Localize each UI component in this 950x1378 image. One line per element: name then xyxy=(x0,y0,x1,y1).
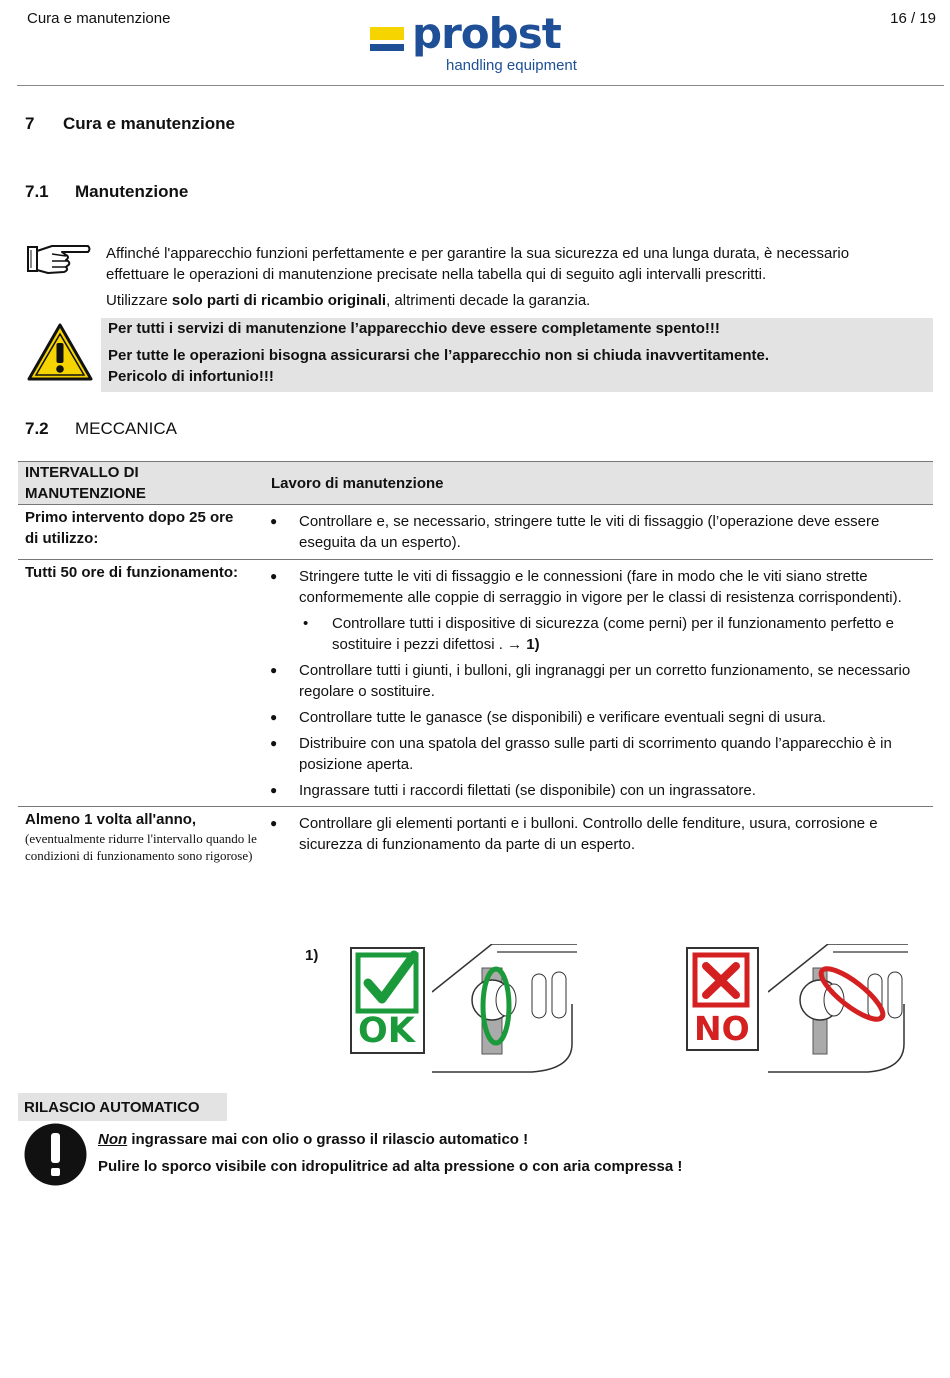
ok-icon xyxy=(350,947,425,1054)
section-7-heading xyxy=(25,114,235,134)
section-number: 7.2 xyxy=(25,419,49,438)
warning-line-2: Per tutte le operazioni bisogna assicurarsi che l’apparecchio non si chiuda inavvertitamente. xyxy=(108,347,770,364)
warning-line-1: Per tutti i servizi di manutenzione l’apparecchio deve essere completamente spento!!! xyxy=(108,320,720,337)
warning-triangle-icon xyxy=(27,322,93,382)
row1-interval-line-2: di utilizzo: xyxy=(25,530,99,547)
list-item: ● Controllare tutte le ganasce (se disponibili) e verificare eventuali segni di usura. xyxy=(265,707,933,728)
list-item: ● Controllare e, se necessario, stringere tutte le viti di fissaggio (l’operazione deve essere eseguita da un esperto). xyxy=(265,511,933,553)
spare-post: , altrimenti decade la garanzia. xyxy=(386,292,591,309)
list-item: ● Ingrassare tutti i raccordi filettati (se disponibile) con un ingrassatore. xyxy=(265,780,933,801)
list-item: ● Stringere tutte le viti di fissaggio e le connessioni (fare in modo che le viti siano strette conformemente alle coppie di serraggio in vigore per le classi di resistenza corrispondenti). xyxy=(265,566,933,608)
maintenance-intro xyxy=(106,243,936,285)
row1-tasks xyxy=(265,505,933,560)
section-71-heading xyxy=(25,182,188,202)
list-item: ● Controllare tutti i giunti, i bulloni, gli ingranaggi per un corretto funzionamento, se necessario regolare o sostituire. xyxy=(265,660,933,702)
table-header-interval xyxy=(18,462,265,505)
release-line-1-rest: ingrassare mai con olio o grasso il rilascio automatico ! xyxy=(127,1131,529,1148)
no-icon xyxy=(686,947,759,1051)
table-row xyxy=(18,807,933,865)
table-header-row xyxy=(18,462,933,505)
ok-label: OK xyxy=(358,1011,415,1051)
spare-bold: solo parti di ricambio originali xyxy=(171,292,387,309)
maintenance-table xyxy=(18,461,933,864)
list-item: ● Controllare gli elementi portanti e i bulloni. Controllo delle fenditure, usura, corrosione e sicurezza di funzionamento da parte di un esperto. xyxy=(265,813,933,855)
figure-ref: 1) xyxy=(305,947,319,964)
section-number: 7 xyxy=(25,114,35,133)
page-number: 16 / 19 xyxy=(890,10,936,27)
spare-parts-note xyxy=(106,290,590,311)
header-interval-line-2: MANUTENZIONE xyxy=(25,485,146,502)
section-title: MECCANICA xyxy=(75,419,178,438)
section-title: Manutenzione xyxy=(75,182,189,201)
header-section-title: Cura e manutenzione xyxy=(27,10,171,27)
release-line-1 xyxy=(98,1131,528,1148)
row2-interval: Tutti 50 ore di funzionamento: xyxy=(25,564,239,581)
logo-blue-bar xyxy=(370,44,404,51)
section-number: 7.1 xyxy=(25,182,49,201)
table-header-work: Lavoro di manutenzione xyxy=(265,462,933,505)
section-title: Cura e manutenzione xyxy=(63,114,235,133)
release-title: RILASCIO AUTOMATICO xyxy=(24,1099,200,1116)
pin-wrong-illustration xyxy=(768,944,913,1074)
no-label: NO xyxy=(694,1009,750,1048)
sub-task-text: Controllare tutti i dispositive di sicurezza (come perni) per il funzionamento perfetto e sostituire i pezzi difettosi . xyxy=(332,615,894,653)
row3-interval-note: (eventualmente ridurre l'intervallo quando le condizioni di funzionamento sono rigorose) xyxy=(25,831,257,863)
exclamation-icon xyxy=(24,1123,87,1186)
logo-word: probst xyxy=(412,9,561,58)
row1-interval xyxy=(18,505,265,560)
release-line-1-em: Non xyxy=(98,1131,128,1148)
table-row xyxy=(18,505,933,560)
probst-logo xyxy=(370,9,600,78)
spare-pre: Utilizzare xyxy=(106,292,172,309)
intro-line-2: effettuare le operazioni di manutenzione precisate nella tabella qui di seguito agli intervalli prescritti. xyxy=(106,266,767,283)
release-heading-box xyxy=(18,1093,227,1121)
intro-line-1: Affinché l'apparecchio funzioni perfettamente e per garantire la sua sicurezza ed una lunga durata, è necessario xyxy=(106,245,850,262)
warning-box xyxy=(101,318,933,392)
row3-interval-title: Almeno 1 volta all'anno, xyxy=(25,811,197,828)
row2-tasks xyxy=(265,560,933,807)
row3-interval xyxy=(18,807,265,865)
release-line-2: Pulire lo sporco visibile con idropulitrice ad alta pressione o con aria compressa ! xyxy=(98,1158,683,1175)
header-divider xyxy=(17,85,944,86)
list-item-sub xyxy=(265,613,933,655)
logo-subtitle: handling equipment xyxy=(446,57,577,74)
pointing-hand-icon xyxy=(26,242,92,278)
sub-task-ref: → 1) xyxy=(507,636,540,653)
section-72-heading xyxy=(25,419,177,439)
row1-interval-line-1: Primo intervento dopo 25 ore xyxy=(25,509,234,526)
table-row xyxy=(18,560,933,807)
list-item: ● Distribuire con una spatola del grasso sulle parti di scorrimento quando l’apparecchio è in posizione aperta. xyxy=(265,733,933,775)
logo-yellow-bar xyxy=(370,27,404,40)
row3-tasks xyxy=(265,807,933,865)
header-interval-line-1: INTERVALLO DI xyxy=(25,464,139,481)
warning-line-3: Pericolo di infortunio!!! xyxy=(108,368,274,385)
pin-correct-illustration xyxy=(432,944,577,1074)
